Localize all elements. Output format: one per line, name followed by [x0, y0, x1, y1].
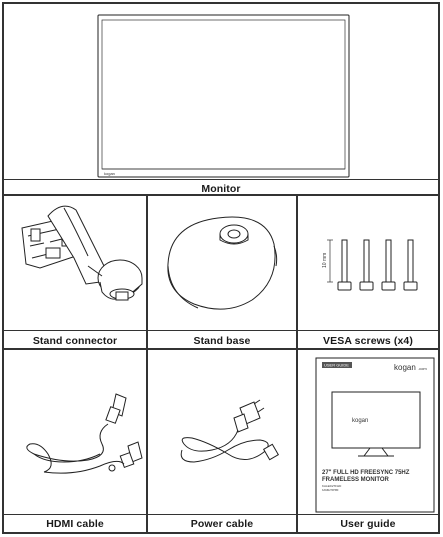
hdmi-cable-illustration: [4, 350, 148, 514]
monitor-brand-mark: kogan: [104, 171, 115, 176]
user-guide-tag: USER GUIDE: [324, 362, 349, 368]
guide-model: KALED27FHD: [322, 484, 342, 488]
user-guide-illustration: [298, 350, 440, 514]
vesa-screws-cell: [297, 195, 439, 349]
screw-icon: [338, 240, 351, 290]
stand-base-label: Stand base: [193, 335, 251, 347]
guide-code: KAMN27FHBF: [322, 489, 339, 492]
monitor-label: Monitor: [201, 183, 241, 195]
screw-icon: [382, 240, 395, 290]
stand-connector-cell: [3, 195, 147, 349]
screw-dimension-text: 10 mm: [322, 252, 328, 268]
power-cable-label: Power cable: [190, 518, 254, 530]
user-guide-cell: [297, 349, 439, 533]
power-cable-cell: [147, 349, 297, 533]
guide-brand: kogan: [394, 363, 416, 372]
stand-connector-label: Stand connector: [32, 335, 118, 347]
guide-title-line1: 27" FULL HD FREESYNC 75HZ: [322, 470, 410, 476]
screw-icon: [404, 240, 417, 290]
power-cable-illustration: [148, 350, 298, 514]
monitor-cell: [3, 3, 439, 195]
stand-base-illustration: [148, 196, 298, 330]
hdmi-cable-cell: [3, 349, 147, 533]
stand-connector-illustration: [4, 196, 148, 330]
vesa-screws-illustration: [298, 196, 440, 330]
guide-brand-suffix: .com: [418, 366, 427, 371]
hdmi-cable-label: HDMI cable: [46, 518, 104, 530]
user-guide-label: User guide: [340, 518, 396, 530]
guide-screen-brand: kogan: [352, 418, 369, 424]
monitor-illustration: [4, 4, 440, 179]
vesa-screws-label: VESA screws (x4): [323, 335, 413, 347]
screw-icon: [360, 240, 373, 290]
guide-title-line2: FRAMELESS MONITOR: [322, 477, 389, 483]
stand-base-cell: [147, 195, 297, 349]
package-contents-sheet: [2, 2, 440, 534]
